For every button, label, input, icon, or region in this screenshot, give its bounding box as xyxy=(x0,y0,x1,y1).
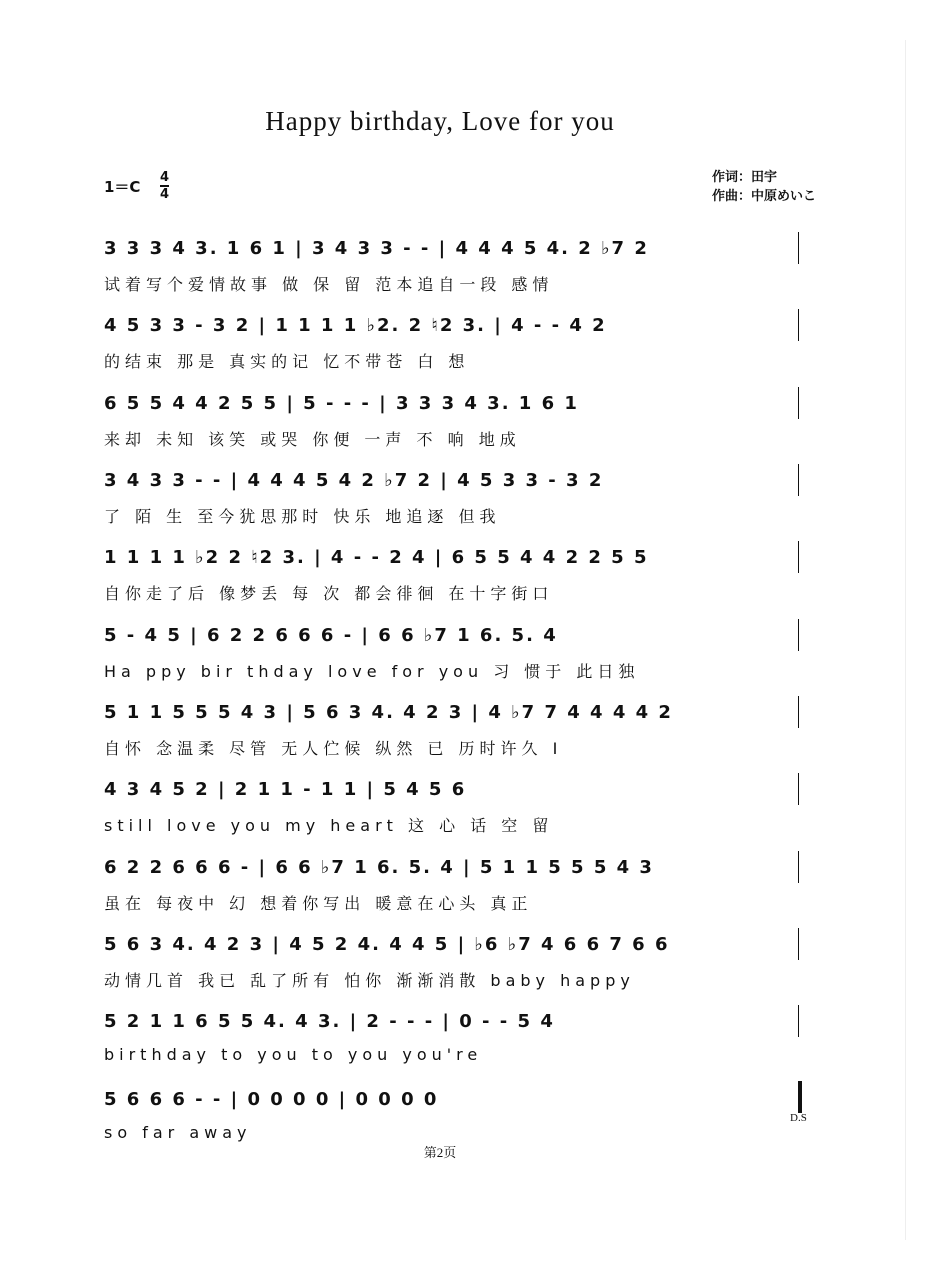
lyrics: 虽在 每夜中 幻 想着你写出 暖意在心头 真正 xyxy=(104,894,533,913)
credits xyxy=(712,168,816,206)
barline xyxy=(798,851,799,883)
key-signature: 1＝C xyxy=(104,178,141,196)
lyrics: 了 陌 生 至今犹思那时 快乐 地追逐 但我 xyxy=(104,507,501,526)
score-line xyxy=(104,702,804,772)
lyrics: 试着写个爱情故事 做 保 留 范本追自一段 感情 xyxy=(104,275,554,294)
notes: 5 6 3 4. 4 2 3 | 4 5 2 4. 4 4 5 | ♭6 ♭7 4 6 6 7 6 6 xyxy=(104,934,670,955)
lyrics: 自怀 念温柔 尽管 无人伫候 纵然 已 历时许久 I xyxy=(104,739,563,758)
lyrics: still love you my heart 这 心 话 空 留 xyxy=(104,816,554,835)
notes: 1 1 1 1 ♭2 2 ♮2 3. | 4 - - 2 4 | 6 5 5 4 4 2 2 5 5 xyxy=(104,547,649,568)
notes: 3 4 3 3 - - | 4 4 4 5 4 2 ♭7 2 | 4 5 3 3 - 3 2 xyxy=(104,470,604,491)
score-line xyxy=(104,934,804,1004)
notes: 5 6 6 6 - - | 0 0 0 0 | 0 0 0 0 xyxy=(104,1089,439,1110)
barline xyxy=(798,773,799,805)
barline xyxy=(798,541,799,573)
score-line xyxy=(104,238,804,308)
notes: 4 5 3 3 - 3 2 | 1 1 1 1 ♭2. 2 ♮2 3. | 4 - - 4 2 xyxy=(104,315,607,336)
notes: 6 5 5 4 4 2 5 5 | 5 - - - | 3 3 3 4 3. 1 6 1 xyxy=(104,393,579,414)
barline xyxy=(798,619,799,651)
barline xyxy=(798,1005,799,1037)
lyricist: 作词：田宇 xyxy=(712,170,778,185)
barline xyxy=(798,387,799,419)
da-segno-mark: D.S xyxy=(790,1112,807,1124)
final-barline xyxy=(798,1081,802,1113)
page-number: 第2页 xyxy=(423,1145,457,1160)
lyrics: Ha ppy bir thday love for you 习 惯于 此日独 xyxy=(104,662,640,681)
barline xyxy=(798,464,799,496)
notes: 4 3 4 5 2 | 2 1 1 - 1 1 | 5 4 5 6 xyxy=(104,779,467,800)
barline xyxy=(798,232,799,264)
score-line xyxy=(104,393,804,463)
barline xyxy=(798,696,799,728)
time-signature-bottom: 4 xyxy=(160,187,170,202)
barline xyxy=(798,309,799,341)
notes: 5 - 4 5 | 6 2 2 6 6 6 - | 6 6 ♭7 1 6. 5. 4 xyxy=(104,625,558,646)
lyrics: 的结束 那是 真实的记 忆不带苍 白 想 xyxy=(104,352,470,371)
song-title: Happy birthday, Love for you xyxy=(265,106,615,136)
barline xyxy=(798,928,799,960)
score-line xyxy=(104,470,804,540)
lyrics: 来却 未知 该笑 或哭 你便 一声 不 响 地成 xyxy=(104,430,521,449)
score-line xyxy=(104,1011,804,1081)
notes: 5 1 1 5 5 5 4 3 | 5 6 3 4. 4 2 3 | 4 ♭7 7 4 4 4 4 2 xyxy=(104,702,673,723)
notes: 5 2 1 1 6 5 5 4. 4 3. | 2 - - - | 0 - - 5 4 xyxy=(104,1011,555,1032)
score-line xyxy=(104,857,804,927)
lyrics: birthday to you to you you're xyxy=(104,1045,483,1064)
score-line xyxy=(104,315,804,385)
score-line xyxy=(104,625,804,695)
lyrics: 自你走了后 像梦丢 每 次 都会徘徊 在十字街口 xyxy=(104,584,554,603)
composer: 作曲：中原めいこ xyxy=(712,189,817,204)
lyrics: 动情几首 我已 乱了所有 怕你 渐渐消散 baby happy xyxy=(104,971,635,990)
score-line xyxy=(104,779,804,849)
notes: 6 2 2 6 6 6 - | 6 6 ♭7 1 6. 5. 4 | 5 1 1 5 5 5 4 3 xyxy=(104,857,654,878)
notes: 3 3 3 4 3. 1 6 1 | 3 4 3 3 - - | 4 4 4 5 4. 2 ♭7 2 xyxy=(104,238,649,259)
time-signature xyxy=(160,170,169,202)
lyrics: so far away xyxy=(104,1123,252,1142)
score-line xyxy=(104,547,804,617)
page-edge xyxy=(905,40,906,1240)
time-signature-top: 4 xyxy=(160,170,170,185)
